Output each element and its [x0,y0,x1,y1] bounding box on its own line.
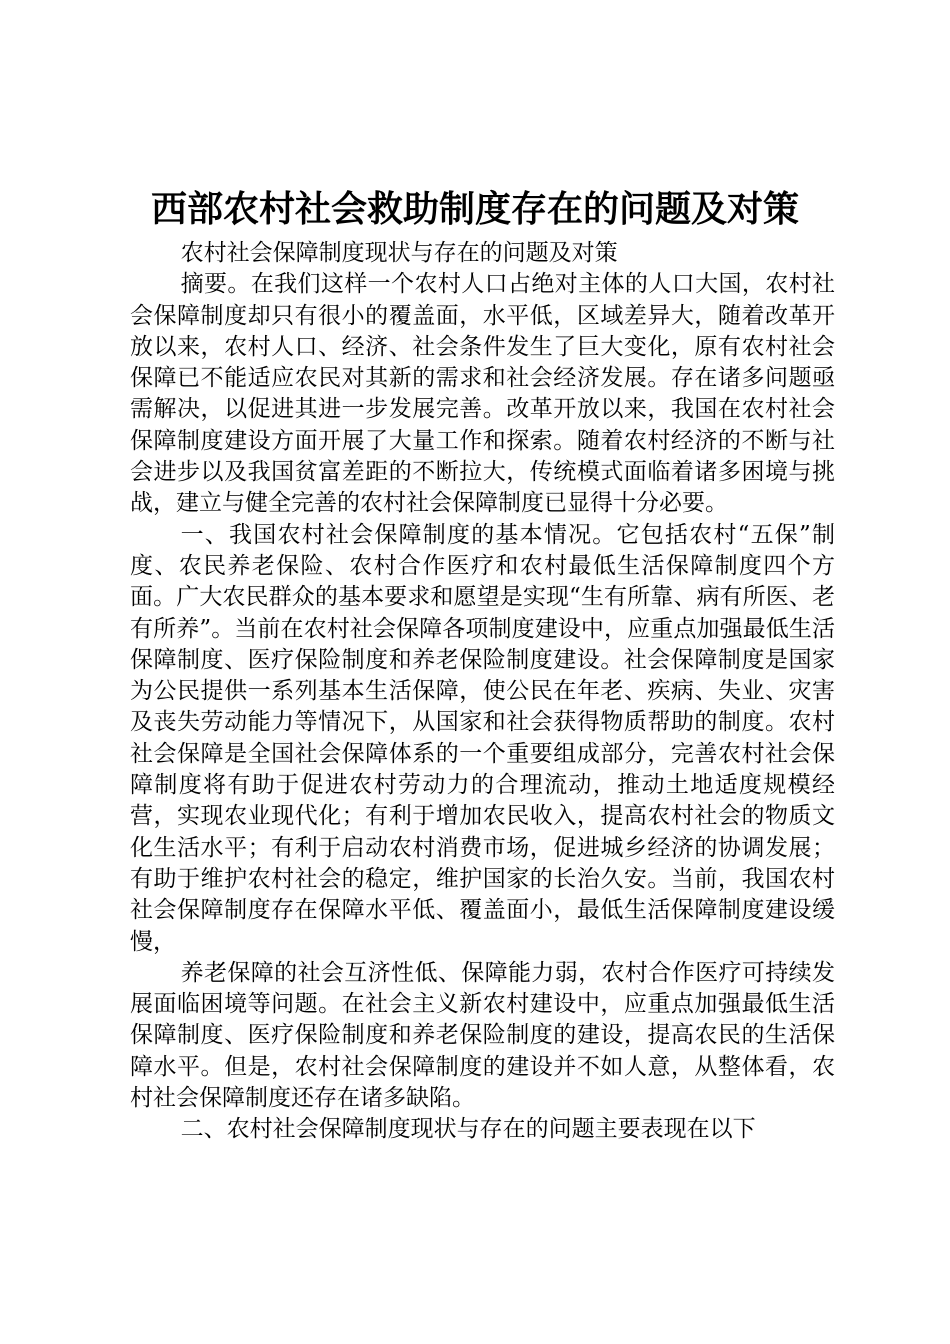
paragraph-subtitle: 农村社会保障制度现状与存在的问题及对策 [180,240,618,266]
document-body [130,238,835,1146]
paragraph-abstract: 摘要。在我们这样一个农村人口占绝对主体的人口大国，农村社会保障制度却只有很小的覆盖面，水平低，区域差异大，随着改革开放以来，农村人口、经济、社会条件发生了巨大变化，原有农村社会保障已不能适应农民对其新的需求和社会经济发展。存在诸多问题亟需解决，以促进其进一步发展完善。改革开放以来，我国在农村社会保障制度建设方面开展了大量工作和探索。随着农村经济的不断与社会进步以及我国贫富差距的不断拉大，传统模式面临着诸多困境与挑战，建立与健全完善的农村社会保障制度已显得十分必要。 [130,271,835,517]
document-title: 西部农村社会救助制度存在的问题及对策 [150,188,799,230]
paragraph-section-one: 一、我国农村社会保障制度的基本情况。它包括农村“五保”制度、农民养老保险、农村合作医疗和农村最低生活保障制度四个方面。广大农民群众的基本要求和愿望是实现“生有所靠、病有所医、老有所养”。当前在农村社会保障各项制度建设中，应重点加强最低生活保障制度、医疗保险制度和养老保险制度建设。社会保障制度是国家为公民提供一系列基本生活保障，使公民在年老、疾病、失业、灾害及丧失劳动能力等情况下，从国家和社会获得物质帮助的制度。农村社会保障是全国社会保障体系的一个重要组成部分，完善农村社会保障制度将有助于促进农村劳动力的合理流动，推动土地适度规模经营，实现农业现代化；有利于增加农民收入，提高农村社会的物质文化生活水平；有利于启动农村消费市场，促进城乡经济的协调发展；有助于维护农村社会的稳定，维护国家的长治久安。当前，我国农村社会保障制度存在保障水平低、覆盖面小，最低生活保障制度建设缓慢， [130,521,835,955]
paragraph-continuation: 养老保障的社会互济性低、保障能力弱，农村合作医疗可持续发展面临困境等问题。在社会主义新农村建设中，应重点加强最低生活保障制度、医疗保险制度和养老保险制度的建设，提高农民的生活保障水平。但是，农村社会保障制度的建设并不如人意，从整体看，农村社会保障制度还存在诸多缺陷。 [130,959,835,1112]
paragraph-section-two: 二、农村社会保障制度现状与存在的问题主要表现在以下 [180,1116,756,1143]
